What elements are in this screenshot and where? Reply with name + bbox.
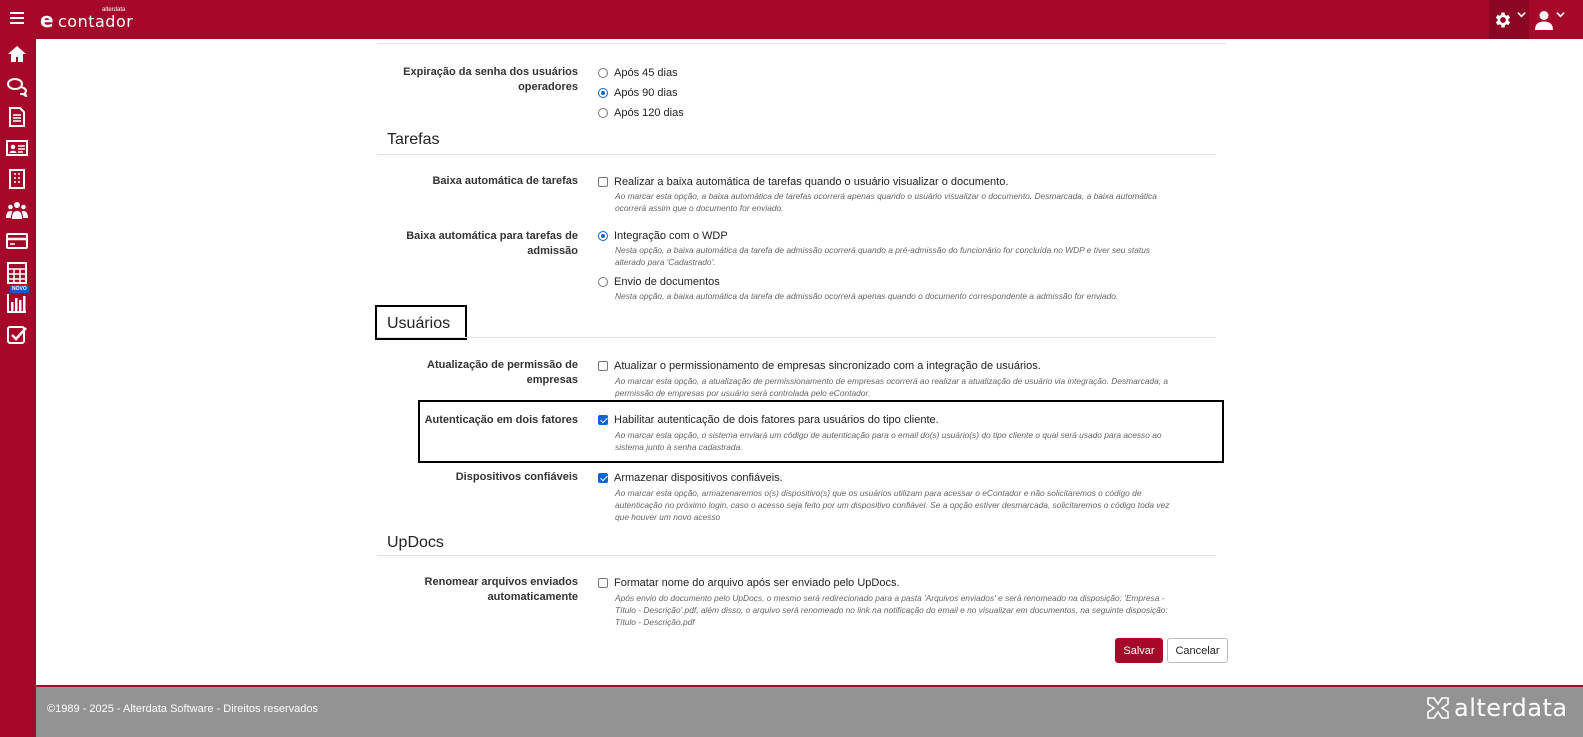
top-bar — [0, 0, 1583, 39]
dois-fatores-checkbox[interactable]: Habilitar autenticação de dois fatores para usuários do tipo cliente. — [598, 413, 939, 427]
checkbox[interactable] — [598, 177, 608, 187]
radio-button[interactable] — [598, 108, 608, 118]
building-icon[interactable] — [6, 168, 28, 190]
dispositivos-label: Dispositivos confiáveis — [455, 471, 578, 483]
radio-button[interactable] — [598, 68, 608, 78]
logo-prefix: e — [40, 8, 54, 32]
radio-integracao-wdp[interactable]: Integração com o WDP — [598, 229, 728, 243]
chevron-down-icon — [1517, 10, 1526, 19]
password-expiration-label: Expiração da senha dos usuários operadores — [403, 66, 578, 93]
permissao-empresas-label: Atualização de permissão de empresas — [427, 359, 578, 386]
permissao-empresas-help: Ao marcar esta opção, a atualização de permissionamento de empresas ocorrerá ao realizar a atualização de usuário via integração. Desmarcada, a permissão de empresas por usuário será controlada pelo eContador. — [615, 376, 1169, 398]
baixa-admissao-label: Baixa automática para tarefas de admissão — [406, 230, 578, 257]
footer — [36, 687, 1583, 737]
home-icon[interactable] — [6, 43, 28, 65]
radio-45-days[interactable]: Após 45 dias — [598, 66, 678, 80]
section-title-usuarios: Usuários — [387, 315, 451, 332]
checklist-icon[interactable] — [6, 324, 28, 346]
checkbox[interactable] — [598, 578, 608, 588]
envio-documentos-help: Nesta opção, a baixa automática da tarefa de admissão ocorrerá apenas quando o documento correspondente a admissão for enviado. — [615, 291, 1119, 301]
section-title-updocs: UpDocs — [387, 534, 444, 551]
logo-small: alterdata — [102, 7, 126, 13]
section-divider — [377, 43, 1226, 44]
dispositivos-help: Ao marcar esta opção, armazenaremos o(s) dispositivo(s) que os usuários utilizam para acessar o eContador e não solicitaremos o código de autenticação no próximo login, caso o acesso seja feito por um dispositivo confiável. Se a opção estiver desmarcada, solicitaremos o código toda vez que houver um novo acesso — [615, 488, 1170, 522]
baixa-auto-help: Ao marcar esta opção, a baixa automática de tarefas ocorrerá apenas quando o usuário visualizar o documento. Desmarcada, a baixa automática ocorrerá assim que o documento for enviado. — [615, 191, 1157, 213]
dispositivos-checkbox[interactable]: Armazenar dispositivos confiáveis. — [598, 471, 783, 485]
menu-icon[interactable] — [10, 12, 24, 24]
checkbox[interactable] — [598, 361, 608, 371]
users-icon[interactable] — [6, 199, 28, 221]
section-divider — [377, 337, 1216, 338]
document-icon[interactable] — [6, 106, 28, 128]
calculator-icon[interactable] — [6, 262, 28, 284]
baixa-auto-label: Baixa automática de tarefas — [432, 175, 578, 187]
section-title-tarefas: Tarefas — [387, 131, 440, 148]
contact-card-icon[interactable] — [6, 137, 28, 159]
integracao-wdp-help: Nesta opção, a baixa automática da tarefa de admissão ocorrerá quando a pré-admissão do funcionário for concluída no WDP e tiver seu status alterado para 'Cadastrado'. — [615, 245, 1151, 267]
radio-button[interactable] — [598, 231, 608, 241]
chevron-down-icon — [1556, 10, 1565, 19]
baixa-auto-checkbox[interactable]: Realizar a baixa automática de tarefas quando o usuário visualizar o documento. — [598, 175, 1008, 189]
user-icon — [1535, 10, 1553, 30]
user-menu-button[interactable] — [1531, 0, 1567, 39]
chat-icon[interactable] — [6, 75, 28, 97]
novo-badge: NOVO — [12, 286, 27, 292]
settings-button[interactable] — [1489, 0, 1529, 39]
save-button[interactable]: Salvar — [1115, 638, 1163, 663]
alterdata-logo-icon — [1426, 696, 1450, 720]
radio-envio-documentos[interactable]: Envio de documentos — [598, 275, 720, 289]
renomear-arquivos-label: Renomear arquivos enviados automaticamente — [424, 576, 578, 603]
gear-icon — [1493, 10, 1513, 30]
sidebar — [0, 39, 36, 737]
renomear-arquivos-help: Após envio do documento pelo UpDocs, o mesmo será redirecionado para a pasta 'Arquivos enviados' e será renomeado na disposição: 'Empresa - Título - Descrição'.pdf, além disso, o arquivo será renomeado no link na notificação do email e no visualizar em documentos, na seguinte disposição: Título - Descrição.pdf — [615, 593, 1168, 627]
checkbox[interactable] — [598, 415, 608, 425]
radio-button[interactable] — [598, 277, 608, 287]
cancel-button[interactable]: Cancelar — [1167, 638, 1228, 663]
radio-90-days[interactable]: Após 90 dias — [598, 86, 678, 100]
alterdata-logo — [1426, 694, 1568, 722]
dois-fatores-label: Autenticação em dois fatores — [424, 414, 578, 426]
copyright-text: ©1989 - 2025 - Alterdata Software - Direitos reservados — [47, 703, 319, 715]
section-divider — [377, 555, 1216, 556]
alterdata-wordmark: alterdata — [1454, 694, 1568, 722]
credit-card-icon[interactable] — [6, 230, 28, 252]
radio-button[interactable] — [598, 88, 608, 98]
section-divider — [377, 154, 1216, 155]
logo-word: contador — [58, 12, 134, 31]
renomear-arquivos-checkbox[interactable]: Formatar nome do arquivo após ser enviado pelo UpDocs. — [598, 576, 900, 590]
settings-content — [36, 39, 1583, 685]
radio-120-days[interactable]: Após 120 dias — [598, 106, 684, 120]
dois-fatores-help: Ao marcar esta opção, o sistema enviará um código de autenticação para o email do(s) usuário(s) do tipo cliente o qual será usado para acesso ao sistema junto à senha cadastrada. — [615, 430, 1162, 452]
permissao-empresas-checkbox[interactable]: Atualizar o permissionamento de empresas sincronizado com a integração de usuários. — [598, 359, 1041, 373]
checkbox[interactable] — [598, 473, 608, 483]
bar-chart-icon[interactable] — [6, 292, 28, 314]
